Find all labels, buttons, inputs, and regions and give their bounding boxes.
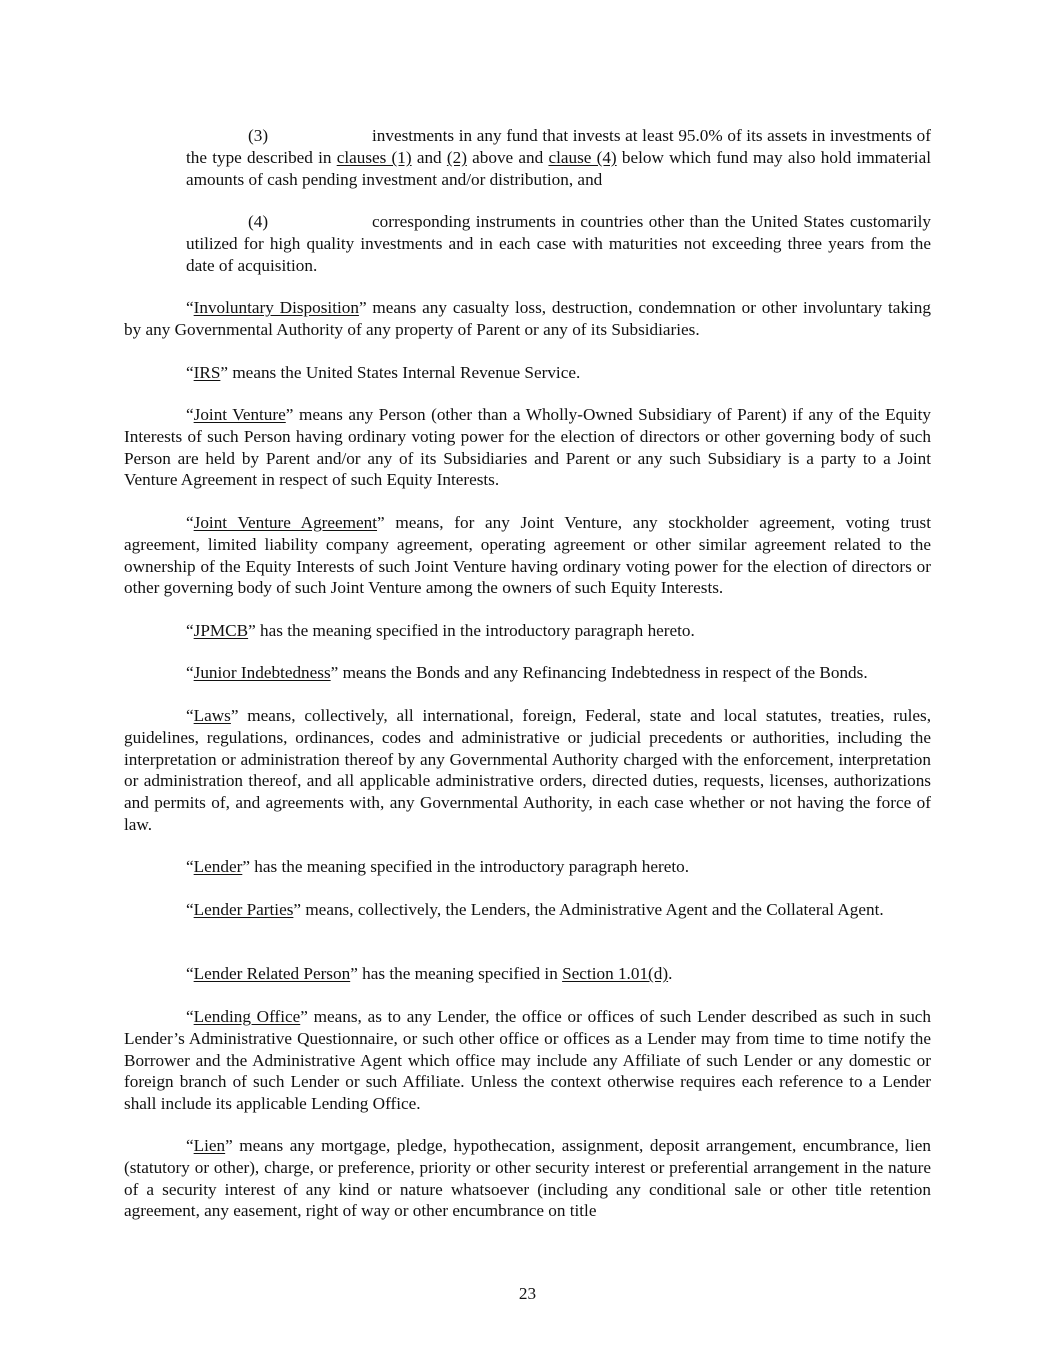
clause-reference: clause (4) [548,147,617,167]
defined-term: Lender Parties [193,900,294,919]
defined-term: Lending Office [193,1007,301,1026]
list-number: (3) [248,126,269,145]
definition-irs: “IRS” means the United States Internal Revenue Service. [186,363,581,382]
list-number: (4) [248,212,269,231]
defined-term: Junior Indebtedness [193,663,331,682]
section-reference: Section 1.01(d) [562,964,669,983]
definition-lien: “Lien” means any mortgage, pledge, hypothecation, assignment, deposit arrangement, encumbrance, lien (statutory or other), charge, or preference, priority or other security interest or preferential arrangement in the nature of a security interest of any kind or nature whatsoever (including any conditional sale or other title retention agreement, any easement, right of way or other encumbrance on title [124,1136,931,1221]
defined-term: IRS [193,363,221,382]
definition-lender-parties: “Lender Parties” means, collectively, the Lenders, the Administrative Agent and the Collateral Agent. [186,900,884,919]
list-item-3: (3) investments in any fund that invests at least 95.0% of its assets in investments of the type described in clauses (1) and (2) above and clause (4) below which fund may also hold immaterial amounts of cash pending investment and/or distribution, and [186,126,931,189]
definition-laws: “Laws” means, collectively, all international, foreign, Federal, state and local statutes, treaties, rules, guidelines, regulations, ordinances, codes and administrative or judicial precedents or authorities, including the interpretation or administration thereof by any Governmental Authority charged with the enforcement, interpretation or administration thereof, and all applicable administrative orders, directed duties, requests, licenses, authorizations and permits of, and agreements with, any Governmental Authority, in each case whether or not having the force of law. [124,706,931,834]
defined-term: Joint Venture [193,405,286,424]
definition-lender: “Lender” has the meaning specified in the introductory paragraph hereto. [186,857,690,876]
definition-joint-venture-agreement: “Joint Venture Agreement” means, for any Joint Venture, any stockholder agreement, voting trust agreement, limited liability company agreement, operating agreement or other similar agreement related to the ownership of the Equity Interests of such Joint Venture having ordinary voting power for the election of directors or other governing body of such Joint Venture among the owners of such Equity Interests. [124,513,931,598]
defined-term: Lien [193,1136,226,1155]
list-item-4: (4) corresponding instruments in countries other than the United States customarily utilized for high quality investments and in each case with maturities not exceeding three years from the date of acquisition. [186,212,931,275]
defined-term: JPMCB [193,621,249,640]
definition-junior-indebtedness: “Junior Indebtedness” means the Bonds and any Refinancing Indebtedness in respect of the Bonds. [186,663,868,682]
defined-term: Lender Related Person [193,964,351,983]
defined-term: Lender [193,857,243,876]
defined-term: Laws [193,706,231,725]
definition-lending-office: “Lending Office” means, as to any Lender, the office or offices of such Lender described as such in such Lender’s Administrative Questionnaire, or such other office or offices as a Lender may from time to time notify the Borrower and the Administrative Agent which office may include any Affiliate of such Lender or any domestic or foreign branch of such Lender or such Affiliate. Unless the context otherwise requires each reference to a Lender shall include its applicable Lending Office. [124,1007,932,1114]
definition-joint-venture: “Joint Venture” means any Person (other than a Wholly-Owned Subsidiary of Parent) if any of the Equity Interests of such Person having ordinary voting power for the election of directors or other governing body of such Person are held by Parent and/or any of its Subsidiaries and Parent or any such Subsidiary is a party to a Joint Venture Agreement in respect of such Equity Interests. [124,405,931,490]
definition-involuntary-disposition: “Involuntary Disposition” means any casualty loss, destruction, condemnation or other involuntary taking by any Governmental Authority of any property of Parent or any of its Subsidiaries. [124,298,931,339]
definition-jpmcb: “JPMCB” has the meaning specified in the introductory paragraph hereto. [186,621,695,640]
defined-term: Joint Venture Agreement [193,513,378,532]
defined-term: Involuntary Disposition [193,298,359,317]
definition-lender-related-person: “Lender Related Person” has the meaning specified in Section 1.01(d). [186,964,673,983]
page-number: 23 [518,1284,537,1303]
clause-reference: (2) [446,147,467,167]
clause-reference: clauses (1) [336,147,412,167]
